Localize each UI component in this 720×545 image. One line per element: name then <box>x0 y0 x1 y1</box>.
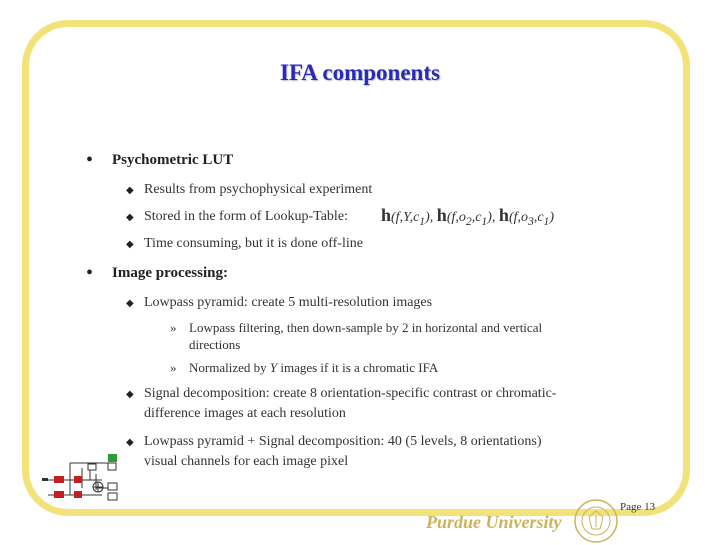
bullet-image-processing: Image processing: <box>112 265 228 281</box>
university-seal-icon <box>572 497 620 545</box>
bullet-dot: • <box>86 149 94 171</box>
subsub-lowpass-filtering: Lowpass filtering, then down-sample by 2 in horizontal and vertical <box>189 320 543 335</box>
sub-bullet-time: Time consuming, but it is done off-line <box>144 236 363 251</box>
sub-bullet-pyramid-decomp: Lowpass pyramid + Signal decomposition: 40 (5 levels, 8 orientations) <box>144 434 542 449</box>
sub-bullet-lowpass: Lowpass pyramid: create 5 multi-resolution images <box>144 295 433 310</box>
page-number: Page 13 <box>620 501 656 513</box>
diamond-bullet-icon: ◆ <box>126 185 134 196</box>
raquo-bullet-icon: » <box>170 360 177 375</box>
diamond-bullet-icon: ◆ <box>126 389 134 400</box>
university-name: Purdue University <box>426 512 562 532</box>
sub-bullet-stored: Stored in the form of Lookup-Table: <box>144 209 348 224</box>
block-diagram-icon <box>40 450 130 505</box>
sub-bullet-results: Results from psychophysical experiment <box>144 182 373 197</box>
diamond-bullet-icon: ◆ <box>126 298 134 309</box>
subsub-directions: directions <box>189 337 241 352</box>
diamond-bullet-icon: ◆ <box>126 239 134 250</box>
lut-formula: $h(f,Y,c_1)$, $h(f,o_2,c_1)$, $h(f,o_3,c_1)$ <box>381 205 555 228</box>
bullet-dot: • <box>86 262 94 284</box>
sub-bullet-pyramid-decomp-cont: visual channels for each image pixel <box>144 454 349 469</box>
diamond-bullet-icon: ◆ <box>126 212 134 223</box>
bullet-psychometric-lut: Psychometric LUT <box>112 152 234 168</box>
sub-bullet-signal-decomp-cont: difference images at each resolution <box>144 406 346 421</box>
subsub-normalized: Normalized by Y images if it is a chromatic IFA <box>189 360 439 375</box>
slide-title: IFA components <box>280 60 440 85</box>
raquo-bullet-icon: » <box>170 320 177 335</box>
sub-bullet-signal-decomp: Signal decomposition: create 8 orientation-specific contrast or chromatic- <box>144 386 557 401</box>
diamond-bullet-icon: ◆ <box>126 437 134 448</box>
